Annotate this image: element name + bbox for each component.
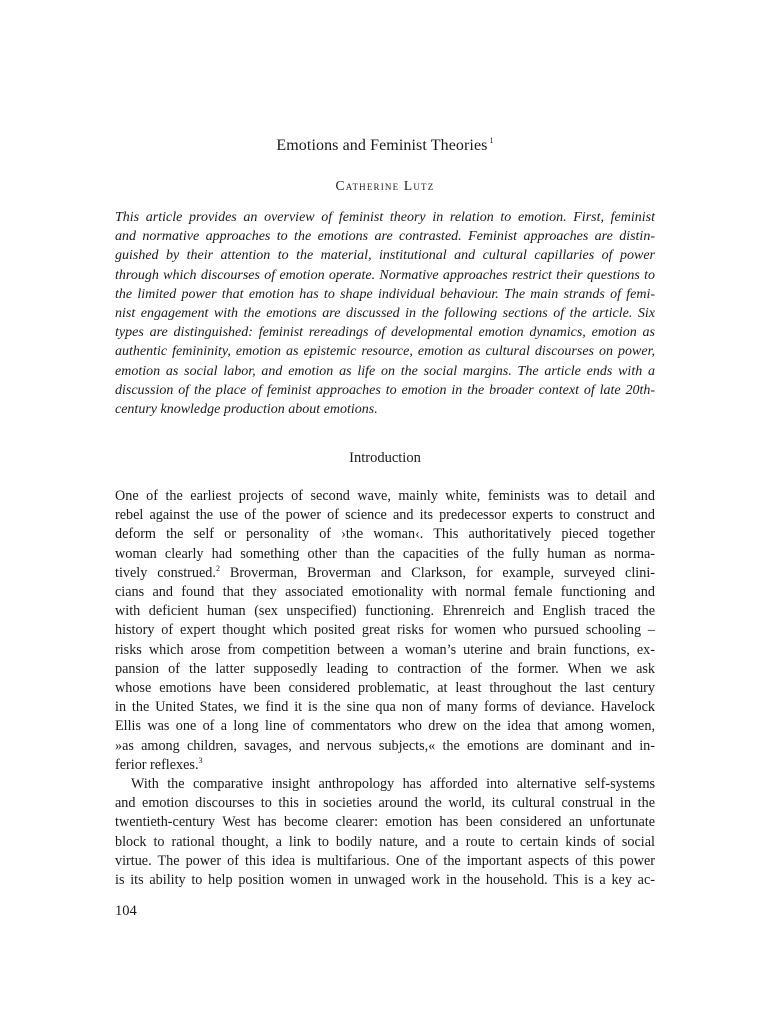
body-line-text: tively construed. <box>115 564 216 581</box>
abstract-line: This article provides an overview of feminist theory in relation to emotion. First, feminist <box>115 210 655 225</box>
abstract-line: and normative approaches to the emotions are contrasted. Feminist approaches are distin- <box>115 229 655 245</box>
footnote-marker-2: 2 <box>215 563 220 573</box>
article-author: Catherine Lutz <box>335 178 435 193</box>
abstract-line: the limited power that emotion has to shape individual behaviour. The main strands of femi- <box>115 286 655 302</box>
body-text <box>115 487 655 890</box>
body-line: risks which arose from competition between a woman’s uterine and brain functions, ex- <box>115 641 655 658</box>
body-line: whose emotions have been considered problematic, at least throughout the last century <box>115 680 655 697</box>
body-line: »as among children, savages, and nervous subjects,« the emotions are dominant and in- <box>115 737 655 754</box>
body-line <box>115 756 655 775</box>
body-line: Ellis was one of a long line of commentators who drew on the idea that among women, <box>115 718 655 735</box>
body-line: is its ability to help position women in unwaged work in the household. This is a key ac- <box>115 872 655 889</box>
body-line: woman clearly had something other than the capacities of the fully human as norma- <box>115 545 655 562</box>
body-line: pansion of the latter supposedly leading to contraction of the former. When we ask <box>115 660 655 677</box>
body-line: in the United States, we find it is the sine qua non of many forms of deviance. Havelock <box>115 699 655 716</box>
abstract-line: century knowledge production about emotions. <box>115 402 378 418</box>
abstract-line: guished by their attention to the material, institutional and cultural capillaries of power <box>115 248 655 264</box>
footnote-marker-3: 3 <box>198 755 203 765</box>
abstract-line: emotion as social labor, and emotion as life on the social margins. The article ends with a <box>115 363 655 379</box>
body-line: With the comparative insight anthropology has afforded into alternative self-systems <box>131 776 655 793</box>
body-line: rebel against the use of the power of science and its predecessor experts to construct and <box>115 507 655 524</box>
body-line: history of expert thought which posited great risks for women who pursued schooling – <box>115 622 655 639</box>
body-line-text: Broverman, Broverman and Clarkson, for example, surveyed clini- <box>219 564 655 581</box>
body-line: virtue. The power of this idea is multifarious. One of the important aspects of this power <box>115 852 655 869</box>
abstract-line: authentic femininity, emotion as epistemic resource, emotion as cultural discourses on power, <box>115 344 655 360</box>
title-footnote-marker: 1 <box>489 136 494 145</box>
document-page <box>115 0 655 1024</box>
abstract-line: types are distinguished: feminist rereadings of developmental emotion dynamics, emotion as <box>115 325 655 341</box>
body-line: One of the earliest projects of second wave, mainly white, feminists was to detail and <box>115 488 655 504</box>
section-heading-introduction: Introduction <box>349 450 421 466</box>
body-line: twentieth-century West has become clearer: emotion has been considered an unfortunate <box>115 814 655 831</box>
abstract-line: nist engagement with the emotions are discussed in the following sections of the article. Six <box>115 306 655 322</box>
body-line-text: ferior reflexes. <box>115 756 199 773</box>
body-line: deform the self or personality of ›the woman‹. This authoritatively pieced together <box>115 526 655 543</box>
page-number: 104 <box>115 903 137 919</box>
abstract-line: through which discourses of emotion operate. Normative approaches restrict their questions to <box>115 267 655 283</box>
body-line: and emotion discourses to this in societies around the world, its cultural construal in the <box>115 795 655 812</box>
body-line <box>115 564 655 583</box>
body-line: block to rational thought, a link to bodily nature, and a route to certain kinds of social <box>115 833 655 850</box>
article-title <box>115 136 655 155</box>
abstract-line: discussion of the place of feminist approaches to emotion in the broader context of late 20th- <box>115 382 655 398</box>
body-line: cians and found that they associated emotionality with normal female functioning and <box>115 584 655 601</box>
body-line: with deficient human (sex unspecified) functioning. Ehrenreich and English traced the <box>115 603 655 620</box>
abstract <box>115 208 655 419</box>
article-title-text: Emotions and Feminist Theories <box>276 137 488 154</box>
